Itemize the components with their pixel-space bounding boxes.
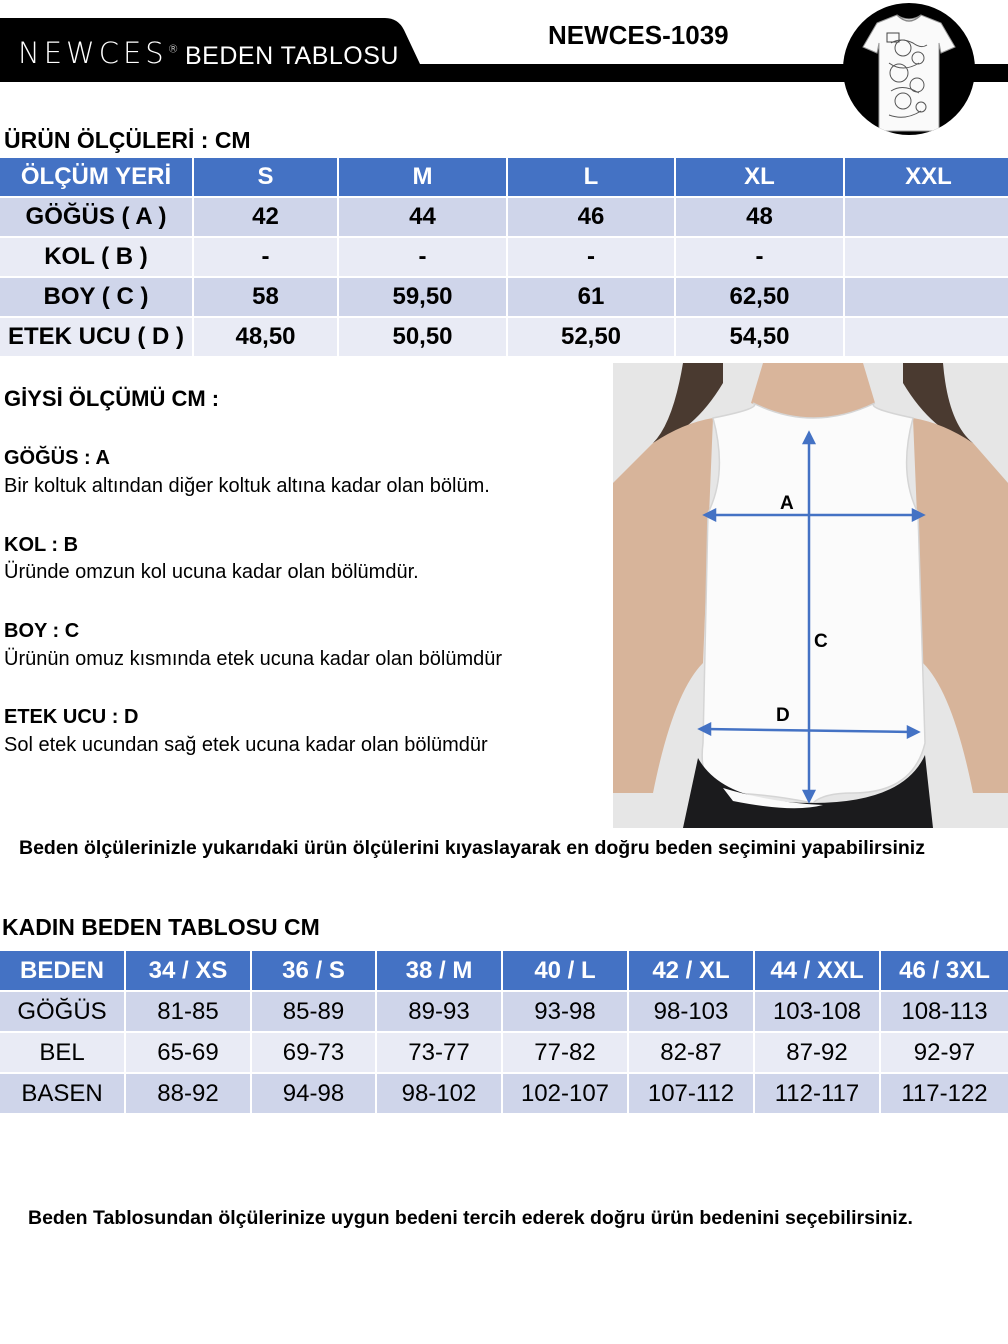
table-cell: 98-102: [377, 1074, 501, 1113]
measure-label-chest: GÖĞÜS : A: [4, 447, 110, 469]
model-code: NEWCES-1039: [548, 20, 729, 50]
measure-label-length: BOY : C: [4, 620, 80, 642]
table-cell: -: [508, 238, 674, 276]
column-header: S: [194, 158, 337, 196]
table-cell: 65-69: [126, 1033, 250, 1072]
product-measurements-title: ÜRÜN ÖLÇÜLERİ : CM: [4, 127, 251, 153]
table-cell: 44: [339, 198, 506, 236]
diagram-label-a: A: [780, 493, 794, 514]
table-cell: 87-92: [755, 1033, 879, 1072]
footer-note: Beden Tablosundan ölçülerinize uygun bedeni tercih ederek doğru ürün bedenini seçebilirsiniz.: [28, 1207, 913, 1229]
table-cell: [845, 198, 1008, 236]
women-sizes-table: [0, 949, 1008, 1115]
women-sizes-title: KADIN BEDEN TABLOSU CM: [2, 914, 320, 940]
table-cell: 46: [508, 198, 674, 236]
table-cell: 102-107: [503, 1074, 627, 1113]
column-header: L: [508, 158, 674, 196]
table-cell: 93-98: [503, 992, 627, 1031]
table-cell: -: [676, 238, 843, 276]
column-header: XXL: [845, 158, 1008, 196]
table-cell: 103-108: [755, 992, 879, 1031]
table-row: [0, 318, 1008, 356]
column-header: ÖLÇÜM YERİ: [0, 158, 192, 196]
column-header: M: [339, 158, 506, 196]
column-header: 34 / XS: [126, 951, 250, 990]
column-header: 44 / XXL: [755, 951, 879, 990]
product-measurements-table: [0, 156, 1008, 358]
table-row: [0, 198, 1008, 236]
row-label: KOL ( B ): [0, 238, 192, 276]
column-header: BEDEN: [0, 951, 124, 990]
table-header-row: [0, 951, 1008, 990]
table-header-row: [0, 158, 1008, 196]
table-cell: 52,50: [508, 318, 674, 356]
table-cell: [845, 318, 1008, 356]
table-cell: 107-112: [629, 1074, 753, 1113]
table-cell: [845, 238, 1008, 276]
table-cell: 42: [194, 198, 337, 236]
table-cell: 69-73: [252, 1033, 375, 1072]
table-cell: 94-98: [252, 1074, 375, 1113]
table-row: [0, 1074, 1008, 1113]
row-label: BEL: [0, 1033, 124, 1072]
table-cell: 112-117: [755, 1074, 879, 1113]
table-cell: 48,50: [194, 318, 337, 356]
column-header: 36 / S: [252, 951, 375, 990]
table-cell: 81-85: [126, 992, 250, 1031]
diagram-label-c: C: [814, 631, 828, 652]
measure-desc-hem: Sol etek ucundan sağ etek ucuna kadar olan bölümdür: [4, 734, 488, 756]
column-header: XL: [676, 158, 843, 196]
measure-desc-sleeve: Üründe omzun kol ucuna kadar olan bölümdür.: [4, 561, 419, 583]
row-label: BASEN: [0, 1074, 124, 1113]
table-cell: -: [339, 238, 506, 276]
row-label: ETEK UCU ( D ): [0, 318, 192, 356]
table-cell: 108-113: [881, 992, 1008, 1031]
table-cell: 77-82: [503, 1033, 627, 1072]
row-label: GÖĞÜS: [0, 992, 124, 1031]
table-cell: 59,50: [339, 278, 506, 316]
column-header: 46 / 3XL: [881, 951, 1008, 990]
column-header: 38 / M: [377, 951, 501, 990]
measure-desc-chest: Bir koltuk altından diğer koltuk altına kadar olan bölüm.: [4, 475, 490, 497]
measure-label-sleeve: KOL : B: [4, 534, 79, 556]
table-row: [0, 278, 1008, 316]
table-cell: 58: [194, 278, 337, 316]
product-thumbnail: [843, 3, 975, 135]
table-row: [0, 1033, 1008, 1072]
header-subtitle: BEDEN TABLOSU: [185, 42, 399, 70]
column-header: 40 / L: [503, 951, 627, 990]
row-label: GÖĞÜS ( A ): [0, 198, 192, 236]
table-cell: 73-77: [377, 1033, 501, 1072]
table-cell: 54,50: [676, 318, 843, 356]
table-cell: 98-103: [629, 992, 753, 1031]
table-cell: 89-93: [377, 992, 501, 1031]
garment-measurement-photo: [613, 363, 1008, 828]
garment-measuring-title: GİYSİ ÖLÇÜMÜ CM :: [4, 386, 220, 411]
table-cell: 85-89: [252, 992, 375, 1031]
table-cell: 92-97: [881, 1033, 1008, 1072]
row-label: BOY ( C ): [0, 278, 192, 316]
table-cell: 48: [676, 198, 843, 236]
table-cell: 117-122: [881, 1074, 1008, 1113]
measure-desc-length: Ürünün omuz kısmında etek ucuna kadar olan bölümdür: [4, 648, 503, 670]
table-cell: 82-87: [629, 1033, 753, 1072]
table-cell: 62,50: [676, 278, 843, 316]
measure-label-hem: ETEK UCU : D: [4, 706, 139, 728]
table-row: [0, 238, 1008, 276]
brand-logo: NEWCES®: [18, 36, 179, 70]
column-header: 42 / XL: [629, 951, 753, 990]
table-cell: 88-92: [126, 1074, 250, 1113]
table-cell: 61: [508, 278, 674, 316]
table-cell: -: [194, 238, 337, 276]
table-row: [0, 992, 1008, 1031]
diagram-label-d: D: [776, 705, 790, 726]
compare-note: Beden ölçülerinizle yukarıdaki ürün ölçülerini kıyaslayarak en doğru beden seçimini yapabilirsiniz: [19, 837, 925, 859]
table-cell: [845, 278, 1008, 316]
table-cell: 50,50: [339, 318, 506, 356]
tshirt-icon: [843, 3, 975, 135]
